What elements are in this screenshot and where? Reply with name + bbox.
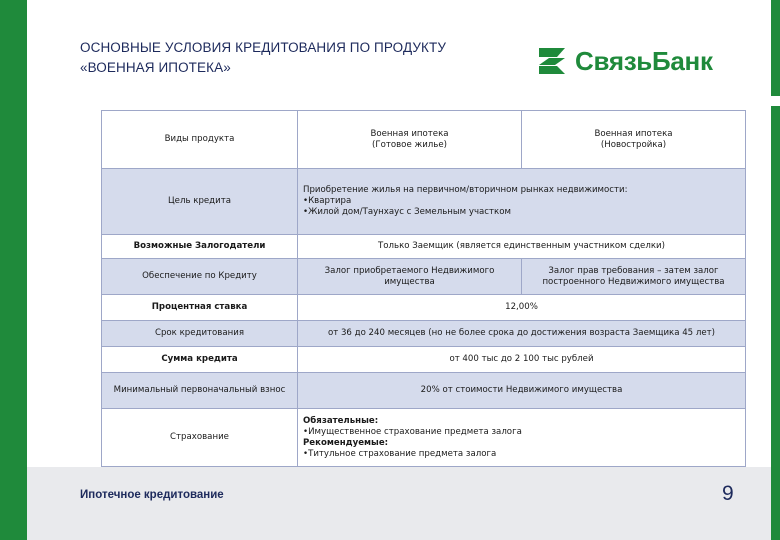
footer-band: [27, 467, 771, 540]
insurance-required-item: • Имущественное страхование предмета залога: [303, 427, 740, 438]
table-row-purpose: [102, 169, 746, 235]
amount-value: от 400 тыс до 2 100 тыс рублей: [449, 354, 594, 364]
pledgers-value: Только Заемщик (является единственным участником сделки): [378, 241, 665, 251]
term-value-cell: [298, 321, 746, 347]
insurance-value-cell: [298, 409, 746, 467]
term-value: от 36 до 240 месяцев (но не более срока до достижения возраста Заемщика 45 лет): [327, 328, 716, 338]
rate-label: Процентная ставка: [151, 302, 248, 312]
page-title-line-1: ОСНОВНЫЕ УСЛОВИЯ КРЕДИТОВАНИЯ ПО ПРОДУКТУ: [80, 40, 447, 55]
header-product-new-cell: [522, 111, 746, 169]
page-title-line-2: «ВОЕННАЯ ИПОТЕКА»: [80, 60, 231, 75]
amount-label-cell: [102, 347, 298, 373]
insurance-required-list: [303, 427, 740, 438]
security-label: Обеспечение по Кредиту: [142, 271, 257, 281]
footer-section-label: Ипотечное кредитование: [80, 489, 224, 501]
header-product-ready-line1: Военная ипотека: [370, 128, 449, 139]
pledgers-label: Возможные Залогодатели: [133, 241, 266, 251]
header-product-new-line2: (Новостройка): [600, 139, 667, 150]
security-new-value: Залог прав требования – затем залог построенного Недвижимого имущества: [542, 265, 725, 287]
header-product-ready-cell: [298, 111, 522, 169]
insurance-recommended-title: Рекомендуемые:: [303, 437, 389, 448]
purpose-item: • Квартира: [303, 196, 740, 207]
term-label: Срок кредитования: [154, 328, 245, 338]
table-row-security: [102, 259, 746, 295]
purpose-list: [303, 196, 740, 218]
security-new-cell: [522, 259, 746, 295]
security-ready-value: Залог приобретаемого Недвижимого имущества: [324, 265, 495, 287]
page-number: 9: [722, 482, 734, 505]
purpose-value-cell: [298, 169, 746, 235]
insurance-recommended-item: • Титульное страхование предмета залога: [303, 449, 740, 460]
down-payment-value: 20% от стоимости Недвижимого имущества: [420, 385, 623, 395]
down-payment-value-cell: [298, 373, 746, 409]
right-bar-marker: [771, 96, 780, 106]
table-header-row: [102, 111, 746, 169]
insurance-recommended-list: [303, 449, 740, 460]
header-label: Виды продукта: [164, 134, 235, 144]
rate-value-cell: [298, 295, 746, 321]
header-product-new-line1: Военная ипотека: [594, 128, 673, 139]
purpose-label-cell: [102, 169, 298, 235]
header-product-ready-line2: (Готовое жилье): [372, 139, 447, 150]
table-row-term: [102, 321, 746, 347]
svyaz-bank-logo-icon: [535, 44, 569, 78]
table-row-rate: [102, 295, 746, 321]
table-row-amount: [102, 347, 746, 373]
table-row-insurance: [102, 409, 746, 467]
bank-logo: [535, 44, 713, 78]
bank-logo-text: СвязьБанк: [575, 45, 713, 76]
security-ready-cell: [298, 259, 522, 295]
pledgers-label-cell: [102, 235, 298, 259]
table-row-pledgers: [102, 235, 746, 259]
amount-label: Сумма кредита: [161, 354, 238, 364]
header-label-cell: [102, 111, 298, 169]
rate-value: 12,00%: [505, 302, 538, 312]
amount-value-cell: [298, 347, 746, 373]
table-row-down-payment: [102, 373, 746, 409]
page-title: [80, 38, 520, 78]
purpose-intro: Приобретение жилья на первичном/вторичном рынках недвижимости:: [303, 185, 628, 195]
purpose-item: • Жилой дом/Таунхаус с Земельным участком: [303, 207, 740, 218]
security-label-cell: [102, 259, 298, 295]
term-label-cell: [102, 321, 298, 347]
insurance-required-title: Обязательные:: [303, 415, 379, 426]
pledgers-value-cell: [298, 235, 746, 259]
rate-label-cell: [102, 295, 298, 321]
credit-terms-table: [101, 110, 746, 467]
down-payment-label: Минимальный первоначальный взнос: [113, 385, 286, 395]
right-accent-bar: [771, 0, 780, 540]
purpose-label: Цель кредита: [168, 196, 231, 206]
down-payment-label-cell: [102, 373, 298, 409]
insurance-label-cell: [102, 409, 298, 467]
insurance-label: Страхование: [170, 432, 229, 442]
left-accent-bar: [0, 0, 27, 540]
